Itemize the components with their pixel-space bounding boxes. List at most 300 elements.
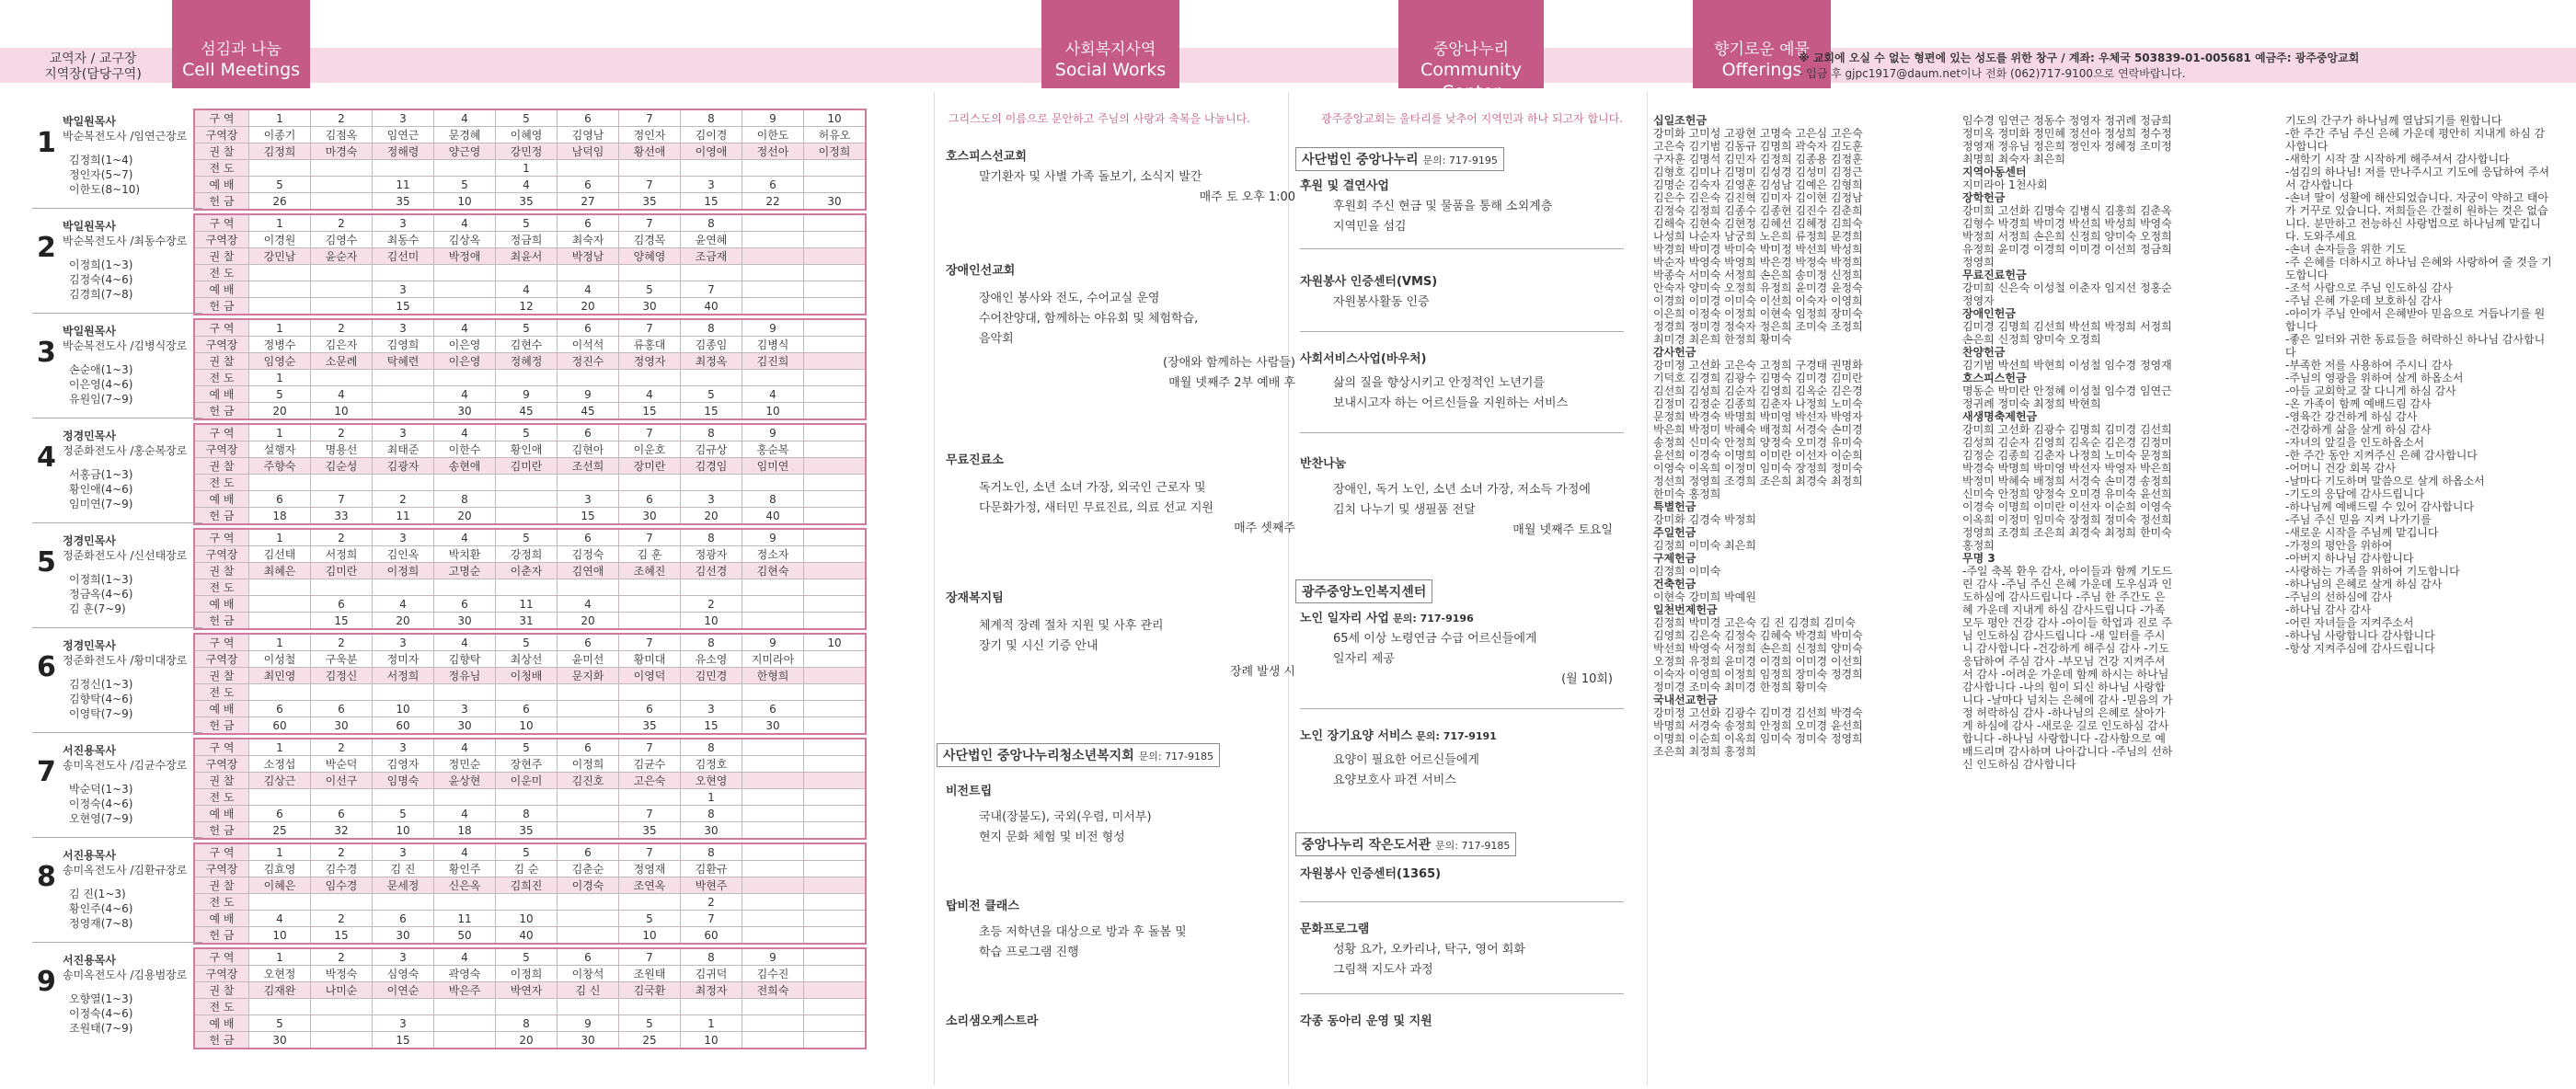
group-leaders (63, 638, 210, 668)
pastor-name: 박일원목사 (63, 115, 116, 128)
table-row (194, 475, 866, 491)
table-cell (681, 475, 742, 491)
column-divider (934, 92, 935, 1085)
table-cell: 5 (496, 214, 558, 232)
table-cell: 20 (681, 508, 742, 525)
table-cell (496, 265, 558, 281)
row-label: 권 찰 (194, 563, 249, 579)
table-cell (742, 861, 804, 877)
table-cell: 곽영숙 (434, 966, 496, 982)
table-row (194, 717, 866, 735)
table-cell (804, 579, 867, 596)
hospice-title: 호스피스선교회 (946, 150, 1027, 164)
table-cell: 정혜정 (496, 353, 558, 370)
offering-names: 임수경 임연근 정동수 정영자 정귀례 정금희 정미옥 정미화 정민혜 정선아 정성희 정수정 정영재 정유님 정은희 정인자 정혜정 조미정 최명희 최숙자 최은희 (1962, 114, 2172, 166)
dream-title: 탑비전 클래스 (946, 900, 1019, 913)
table-cell: 10 (804, 634, 867, 651)
table-cell (249, 160, 311, 177)
table-cell: 윤연혜 (681, 232, 742, 248)
cell-group (18, 528, 943, 633)
table-cell (681, 999, 742, 1015)
table-cell: 10 (434, 193, 496, 211)
table-cell: 황인주 (434, 861, 496, 877)
table-cell: 8 (681, 806, 742, 822)
table-cell: 7 (619, 529, 681, 546)
cell-table (193, 109, 867, 211)
table-cell: 10 (681, 613, 742, 630)
cell-group (18, 109, 943, 213)
table-cell: 오현정 (249, 966, 311, 982)
table-cell: 정유님 (434, 668, 496, 684)
table-cell (249, 789, 311, 806)
table-cell: 정선아 (742, 143, 804, 160)
table-cell: 김정숙 (558, 546, 619, 563)
table-cell: 30 (681, 822, 742, 840)
group-separator (32, 837, 202, 838)
table-cell (804, 508, 867, 525)
prayer-item: -날마다 기도하며 말씀으로 살게 하옵소서 (2285, 475, 2485, 487)
table-cell (742, 1032, 804, 1049)
table-cell: 김수경 (311, 861, 373, 877)
table-cell (742, 911, 804, 927)
row-label: 구역장 (194, 651, 249, 668)
table-cell (804, 739, 867, 756)
vol1365-section (1300, 865, 1613, 885)
table-cell: 김영희 (373, 337, 434, 353)
table-row (194, 127, 866, 143)
row-label: 권 찰 (194, 773, 249, 789)
table-cell: 박치환 (434, 546, 496, 563)
table-cell (804, 927, 867, 945)
group-number: 7 (37, 756, 56, 788)
table-cell (434, 1015, 496, 1032)
table-cell: 11 (496, 596, 558, 613)
table-cell (681, 160, 742, 177)
column-divider (1647, 92, 1648, 1085)
table-cell: 김희진 (496, 877, 558, 894)
table-cell: 8 (681, 948, 742, 966)
group-separator (32, 942, 202, 943)
offering-names: 김정희 박미경 고은숙 김 진 김경희 김미숙 김영희 김은숙 김정숙 김혜숙 박경희 박미숙 박선희 박영숙 서정희 손은희 신정희 양미숙 오정희 유정희 윤미경 이경희 이미경 이선희 이숙자 이영희 이정희 임정희 장미숙 정경희 정미경 조미숙 최미경 한정희 황미숙 (1653, 616, 1863, 694)
table-cell (558, 717, 619, 735)
table-cell: 이영덕 (619, 668, 681, 684)
table-cell (249, 613, 311, 630)
table-cell (373, 789, 434, 806)
district-leader: 임미연(7~9) (69, 498, 133, 510)
table-cell: 30 (249, 1032, 311, 1049)
prayer-item: -새로운 시작을 주님께 맡깁니다 (2285, 526, 2439, 539)
pastor-name: 박일원목사 (63, 325, 116, 338)
row-label: 구 역 (194, 948, 249, 966)
table-cell: 9 (742, 424, 804, 441)
table-cell: 명용선 (311, 441, 373, 458)
group-separator (32, 732, 202, 733)
table-cell: 3 (373, 843, 434, 861)
table-cell (804, 337, 867, 353)
table-cell: 이석석 (558, 337, 619, 353)
table-cell: 김점옥 (311, 127, 373, 143)
table-cell: 2 (311, 739, 373, 756)
table-cell (311, 475, 373, 491)
pastor-name: 정경민목사 (63, 534, 116, 547)
group-leaders (63, 219, 210, 248)
table-cell: 10 (311, 403, 373, 420)
group-leaders (63, 429, 210, 458)
orchestra-title: 소리샘오케스트라 (946, 1014, 1039, 1028)
table-cell: 4 (434, 843, 496, 861)
table-cell: 김광자 (373, 458, 434, 475)
table-cell: 5 (496, 109, 558, 127)
table-cell (311, 177, 373, 193)
table-cell: 정금희 (496, 232, 558, 248)
table-cell (804, 424, 867, 441)
table-row (194, 370, 866, 386)
row-label: 예 배 (194, 386, 249, 403)
table-cell: 김영자 (373, 756, 434, 773)
table-cell (742, 475, 804, 491)
table-row (194, 982, 866, 999)
clinic-body-2: 다문화가정, 새터민 무료진료, 의료 선교 지원 (979, 501, 1213, 515)
table-cell: 1 (249, 214, 311, 232)
table-cell (742, 370, 804, 386)
district-leader: 이영탁(7~9) (69, 707, 133, 720)
welfare-body-1: 체계적 장례 절차 지원 및 사후 관리 (979, 619, 1164, 633)
table-cell (804, 232, 867, 248)
culture-title: 문화프로그램 (1300, 923, 1370, 936)
vol1365-title: 자원봉사 인증센터(1365) (1300, 867, 1442, 881)
table-cell: 임연근 (373, 127, 434, 143)
table-cell: 정인자 (619, 127, 681, 143)
table-cell: 2 (373, 491, 434, 508)
table-cell: 김연애 (558, 563, 619, 579)
pastor-name: 서진용목사 (63, 849, 116, 862)
table-cell (249, 684, 311, 701)
table-cell: 이운호 (619, 441, 681, 458)
table-cell (804, 861, 867, 877)
table-cell: 홍순복 (742, 441, 804, 458)
table-cell: 6 (558, 177, 619, 193)
table-row (194, 298, 866, 315)
table-cell: 박정숙 (311, 966, 373, 982)
table-cell (804, 248, 867, 265)
table-cell: 이정희 (804, 143, 867, 160)
table-cell: 5 (619, 281, 681, 298)
table-cell: 설행자 (249, 441, 311, 458)
table-cell: 3 (681, 491, 742, 508)
table-cell: 임명숙 (373, 773, 434, 789)
table-cell: 6 (742, 177, 804, 193)
table-cell (311, 370, 373, 386)
district-leader: 서홍금(1~3) (69, 468, 133, 481)
table-cell: 5 (249, 386, 311, 403)
cell-table (193, 318, 867, 420)
table-cell (434, 894, 496, 911)
table-cell: 이종기 (249, 127, 311, 143)
row-label: 예 배 (194, 491, 249, 508)
table-row (194, 773, 866, 789)
table-cell: 김 훈 (619, 546, 681, 563)
hospice-section (946, 147, 1295, 208)
table-cell: 15 (681, 717, 742, 735)
table-cell (249, 579, 311, 596)
library-phone: 문의: 717-9185 (1435, 840, 1511, 852)
table-row (194, 353, 866, 370)
row-label: 구 역 (194, 843, 249, 861)
table-cell: 40 (496, 927, 558, 945)
table-cell (681, 579, 742, 596)
table-cell: 35 (496, 822, 558, 840)
table-cell (496, 684, 558, 701)
table-cell: 4 (249, 911, 311, 927)
table-cell: 8 (681, 843, 742, 861)
table-cell (681, 370, 742, 386)
district-leaders (69, 992, 132, 1036)
table-cell (496, 999, 558, 1015)
table-cell: 7 (619, 948, 681, 966)
table-cell: 윤미선 (558, 651, 619, 668)
table-cell: 15 (558, 508, 619, 525)
elder-name: 송미옥전도사 /김용범장로 (63, 969, 188, 981)
table-cell: 15 (311, 927, 373, 945)
cell-header-line1: 교역자 / 교구장 (49, 52, 137, 66)
group-separator (32, 208, 202, 209)
table-row (194, 999, 866, 1015)
prayer-item: -주님의 선하심에 감사 (2285, 590, 2393, 603)
table-cell (804, 701, 867, 717)
table-cell: 30 (804, 193, 867, 211)
table-cell: 구욱분 (311, 651, 373, 668)
table-row (194, 861, 866, 877)
table-cell: 7 (619, 739, 681, 756)
table-cell (804, 1015, 867, 1032)
district-leader: 이정숙(4~6) (69, 797, 133, 810)
cell-group (18, 947, 943, 1052)
table-row (194, 491, 866, 508)
prayer-item: -건강하게 삶을 살게 하심 감사 (2285, 423, 2432, 436)
district-leader: 김경희(7~8) (69, 288, 133, 301)
table-cell: 40 (681, 298, 742, 315)
table-cell (742, 1015, 804, 1032)
table-cell: 3 (373, 281, 434, 298)
table-cell: 이혜은 (249, 877, 311, 894)
table-cell: 임수경 (311, 877, 373, 894)
table-cell (742, 806, 804, 822)
table-cell: 8 (681, 739, 742, 756)
table-cell: 2 (681, 596, 742, 613)
group-separator (32, 522, 202, 523)
table-cell: 30 (742, 717, 804, 735)
section-tab-community-center (1398, 0, 1544, 102)
row-label: 구 역 (194, 634, 249, 651)
table-cell: 4 (558, 281, 619, 298)
table-cell: 나미순 (311, 982, 373, 999)
table-cell (373, 579, 434, 596)
table-cell (804, 717, 867, 735)
table-cell: 조선희 (558, 458, 619, 475)
table-cell: 김영수 (311, 232, 373, 248)
table-cell: 7 (619, 634, 681, 651)
disabled-note-2: 매월 넷째주 2부 예배 후 (1168, 376, 1295, 390)
table-cell (804, 651, 867, 668)
pastor-name: 정경민목사 (63, 639, 116, 652)
table-row (194, 894, 866, 911)
disabled-body-3: 음악회 (979, 332, 1014, 346)
table-cell: 9 (742, 319, 804, 337)
table-cell: 6 (558, 948, 619, 966)
table-cell: 10 (619, 927, 681, 945)
row-label: 예 배 (194, 281, 249, 298)
table-cell: 2 (311, 634, 373, 651)
table-cell (249, 265, 311, 281)
table-cell: 남덕임 (558, 143, 619, 160)
table-cell: 김경임 (681, 458, 742, 475)
table-cell: 45 (496, 403, 558, 420)
table-cell: 10 (804, 109, 867, 127)
table-cell: 강민남 (249, 248, 311, 265)
table-cell: 문경혜 (434, 127, 496, 143)
table-cell: 김균수 (619, 756, 681, 773)
table-row (194, 843, 866, 861)
table-cell (804, 684, 867, 701)
social-service-body-2: 보내시고자 하는 어르신들을 지원하는 서비스 (1333, 396, 1569, 410)
free-clinic-section (946, 451, 1295, 539)
table-cell: 4 (558, 596, 619, 613)
table-cell: 10 (681, 1032, 742, 1049)
table-cell (804, 386, 867, 403)
table-cell: 25 (249, 822, 311, 840)
prayer-item: -항상 지켜주심에 감사드립니다 (2285, 642, 2435, 655)
table-cell (804, 214, 867, 232)
table-cell: 김규상 (681, 441, 742, 458)
table-cell (373, 265, 434, 281)
table-cell: 6 (373, 911, 434, 927)
table-cell: 2 (311, 948, 373, 966)
offering-category: 건축헌금 (1653, 578, 1696, 590)
prayer-item: -아버지 하나님 감사합니다 (2285, 552, 2414, 565)
table-cell (742, 265, 804, 281)
table-cell: 4 (434, 386, 496, 403)
table-cell: 이정희 (373, 563, 434, 579)
table-cell: 5 (496, 843, 558, 861)
table-cell: 4 (434, 739, 496, 756)
group-leaders (63, 114, 210, 143)
prayer-item: -아들 교회학교 잘 다니게 하심 감사 (2285, 384, 2456, 397)
prayer-item: -사랑하는 가족을 위하여 기도합니다 (2285, 565, 2460, 578)
table-cell: 조연옥 (619, 877, 681, 894)
table-row (194, 948, 866, 966)
table-cell (804, 789, 867, 806)
table-cell: 양근영 (434, 143, 496, 160)
prayer-item: -섬김의 하나님! 저를 만나주시고 기도에 응답하여 주셔서 감사합니다 (2285, 166, 2550, 191)
table-row (194, 214, 866, 232)
row-label: 구역장 (194, 546, 249, 563)
table-cell (434, 160, 496, 177)
prayer-item: -좋은 일터와 귀한 동료들을 허락하신 하나님 감사합니다 (2285, 333, 2546, 359)
community-intro: 광주중앙교회는 울타리를 낮추어 지역민과 하나 되고자 합니다. (1320, 112, 1624, 125)
table-cell (742, 160, 804, 177)
table-cell: 정병수 (249, 337, 311, 353)
divider (1300, 331, 1624, 332)
table-cell (558, 999, 619, 1015)
table-cell: 9 (742, 948, 804, 966)
row-label: 전 도 (194, 789, 249, 806)
table-cell: 박연자 (496, 982, 558, 999)
table-cell (804, 281, 867, 298)
group-number: 9 (37, 966, 56, 998)
table-cell: 이창석 (558, 966, 619, 982)
table-cell: 최민영 (249, 668, 311, 684)
prayer-item: -온 가족이 함께 예배드림 감사 (2285, 397, 2432, 410)
table-cell: 장미란 (619, 458, 681, 475)
table-cell: 김종임 (681, 337, 742, 353)
district-leader: 이정희(1~3) (69, 573, 133, 586)
district-leader: 박순덕(1~3) (69, 783, 133, 796)
table-cell: 탁혜련 (373, 353, 434, 370)
table-cell: 45 (558, 403, 619, 420)
table-cell: 30 (373, 927, 434, 945)
table-cell: 허유오 (804, 127, 867, 143)
table-cell: 김경목 (619, 232, 681, 248)
table-cell (742, 927, 804, 945)
table-cell: 7 (619, 177, 681, 193)
table-cell: 조금재 (681, 248, 742, 265)
table-cell: 7 (681, 911, 742, 927)
elder-job-phone: 문의: 717-9196 (1393, 613, 1474, 625)
offering-names: 강미희 고선화 김광수 김명희 김미경 김선희 김성희 김순자 김영희 김옥순 김은경 김정미 김정순 김종희 김춘자 나정희 노미숙 문정희 박경숙 박명희 박미영 박선자 박영자 박은희 박정미 박혜숙 배정희 서경숙 손미경 송정희 신미숙 안정희 양정숙 오미경 유미숙 윤선희 이경숙 이명희 이미란 이선자 이순희 이영숙 이옥희 이정미 임미숙 장정희 정미숙 정선희 정영희 조경희 조은희 최경숙 최정희 한미숙 홍정희 (1962, 423, 2172, 552)
prayer-item: -주님 주신 믿음 지켜 나가기를 (2285, 513, 2432, 526)
table-cell (804, 1032, 867, 1049)
table-cell: 15 (681, 193, 742, 211)
disabled-note-1: (장애와 함께하는 사람들) (1163, 356, 1295, 370)
offering-category: 구제헌금 (1653, 552, 1696, 565)
table-cell (434, 579, 496, 596)
district-leader: 이한도(8~10) (69, 183, 141, 196)
cell-table (193, 843, 867, 945)
offering-names: 강미정 고선화 김광수 김미경 김선희 박경숙 박명희 서경숙 송정희 안정희 오미경 윤선희 이명희 이순희 이옥희 임미숙 정미숙 정영희 조은희 최정희 홍정희 (1653, 706, 1863, 758)
section-tab-social-works (1041, 0, 1179, 88)
table-cell: 7 (619, 806, 681, 822)
table-cell (311, 1015, 373, 1032)
table-cell: 김상옥 (434, 232, 496, 248)
district-leader: 황인애(4~6) (69, 483, 133, 496)
offering-names: 강미희 신은숙 이성철 이춘자 임지선 정홍순 정영자 (1962, 281, 2172, 307)
row-label: 헌 금 (194, 298, 249, 315)
group-leaders (63, 848, 210, 877)
table-cell: 20 (558, 613, 619, 630)
prayer-item: -가정의 평안을 위하여 (2285, 539, 2393, 552)
disabled-body-2: 수어찬양대, 함께하는 야유회 및 체험학습, (979, 312, 1199, 326)
row-label: 헌 금 (194, 1032, 249, 1049)
table-cell: 30 (434, 613, 496, 630)
table-cell: 3 (373, 424, 434, 441)
table-cell (558, 701, 619, 717)
offering-names: 김정희 이미숙 (1653, 565, 1721, 578)
table-cell (804, 668, 867, 684)
table-cell: 20 (496, 1032, 558, 1049)
table-cell (619, 475, 681, 491)
pastor-name: 박일원목사 (63, 220, 116, 233)
table-cell: 8 (496, 1015, 558, 1032)
row-label: 전 도 (194, 579, 249, 596)
table-cell: 송현애 (434, 458, 496, 475)
table-cell (311, 789, 373, 806)
table-cell: 이경숙 (558, 877, 619, 894)
table-row (194, 668, 866, 684)
cell-group (18, 423, 943, 528)
clubs-section (1300, 1012, 1613, 1032)
table-cell: 김순성 (311, 458, 373, 475)
table-cell (249, 298, 311, 315)
